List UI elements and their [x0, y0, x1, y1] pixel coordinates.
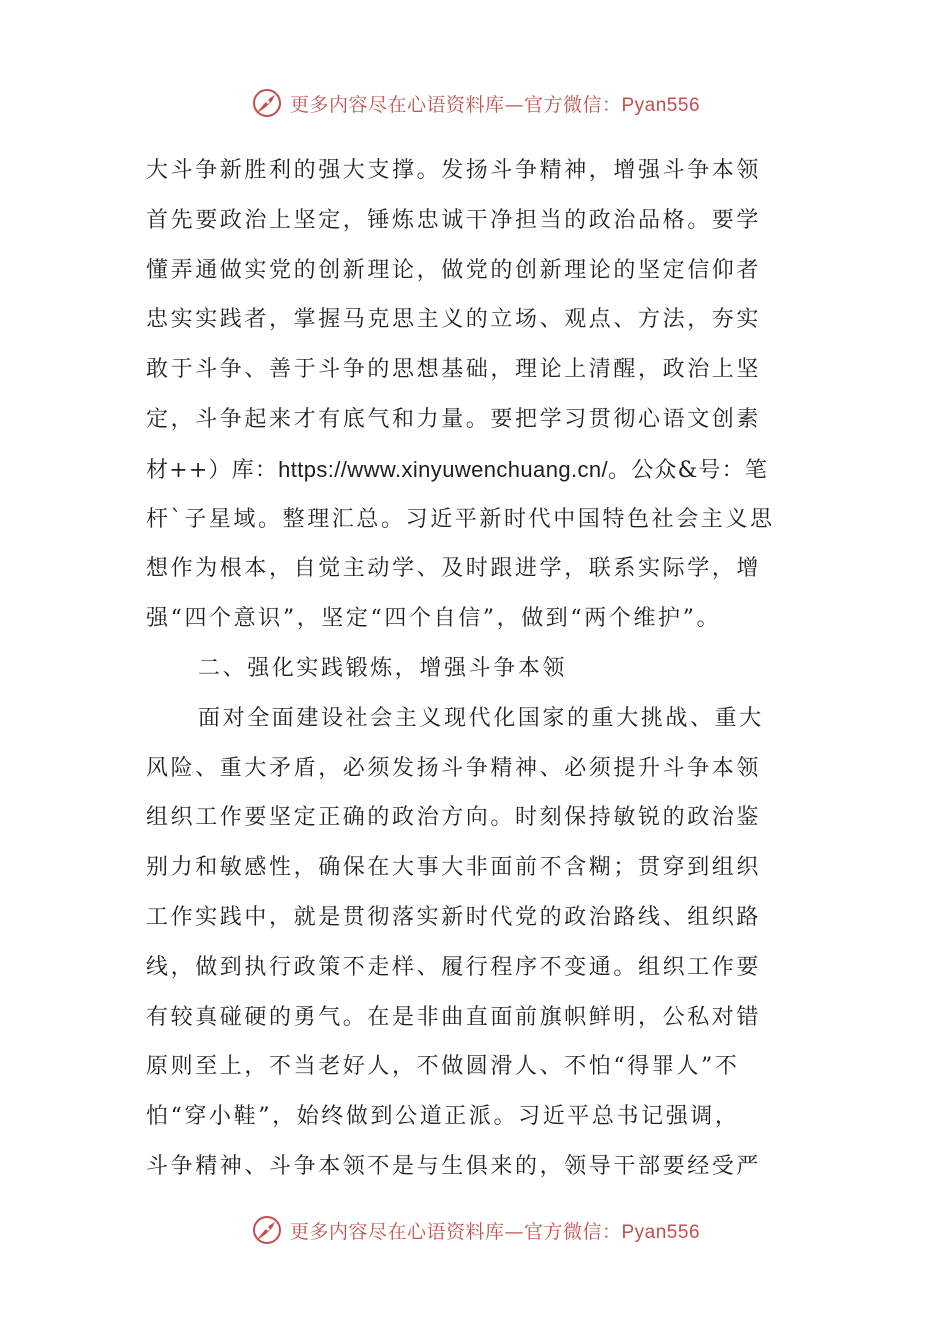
text-line: 有较真碰硬的勇气。在是非曲直面前旗帜鲜明，公私对错	[146, 1004, 762, 1030]
banner-text: 更多内容尽在心语资料库—官方微信：Pyan556	[289, 93, 701, 116]
text-line: 忠实实践者，掌握马克思主义的立场、观点、方法，夯实	[146, 307, 762, 333]
text-line: 原则至上，不当老好人，不做圆滑人、不怕“得罪人”不	[146, 1054, 740, 1080]
text-line: 风险、重大矛盾，必须发扬斗争精神、必须提升斗争本领	[146, 755, 762, 781]
text-line: 线，做到执行政策不走样、履行程序不变通。组织工作要	[146, 954, 762, 980]
text-line: 别力和敏感性，确保在大事大非面前不含糊；贯穿到组织	[146, 855, 762, 881]
text-line: 懂弄通做实党的创新理论，做党的创新理论的坚定信仰者	[146, 257, 762, 283]
website-url: https://www.xinyuwenchuang.cn/	[278, 456, 609, 482]
text-line: 工作实践中，就是贯彻落实新时代党的政治路线、组织路	[146, 904, 762, 930]
text-line: 想作为根本，自觉主动学、及时跟进学，联系实际学，增	[146, 556, 762, 582]
text-line: 组织工作要坚定正确的政治方向。时刻保持敏锐的政治鉴	[146, 805, 762, 831]
header-banner	[0, 83, 950, 123]
text-line: 杆`子星域。整理汇总。习近平新时代中国特色社会主义思	[146, 506, 775, 532]
text-line: 定，斗争起来才有底气和力量。要把学习贯彻心语文创素	[146, 406, 762, 432]
banner-handle: Pyan556	[621, 1221, 701, 1243]
banner-text: 更多内容尽在心语资料库—官方微信：Pyan556	[289, 1220, 701, 1243]
pen-nib-logo-icon	[250, 86, 284, 120]
document-body	[146, 146, 808, 1192]
banner-handle: Pyan556	[621, 94, 701, 116]
text-line: 首先要政治上坚定，锤炼忠诚干净担当的政治品格。要学	[146, 207, 762, 233]
text-line: 斗争精神、斗争本领不是与生俱来的，领导干部要经受严	[146, 1153, 762, 1179]
text-line: 敢于斗争、善于斗争的思想基础，理论上清醒，政治上坚	[146, 357, 762, 383]
footer-banner	[0, 1210, 950, 1250]
text-line: 大斗争新胜利的强大支撑。发扬斗争精神，增强斗争本领	[146, 158, 762, 183]
text-line: 怕“穿小鞋”，始终做到公道正派。习近平总书记强调，	[146, 1104, 740, 1130]
text-line: 强“四个意识”，坚定“四个自信”，做到“两个维护”。	[146, 606, 722, 632]
section-heading: 二、强化实践锻炼，增强斗争本领	[198, 655, 568, 681]
text-line: 面对全面建设社会主义现代化国家的重大挑战、重大	[198, 705, 764, 731]
pen-nib-logo-icon	[250, 1213, 284, 1247]
text-line-with-url: 材++）库：https://www.xinyuwenchuang.cn/。公众&号：笔	[146, 456, 769, 483]
